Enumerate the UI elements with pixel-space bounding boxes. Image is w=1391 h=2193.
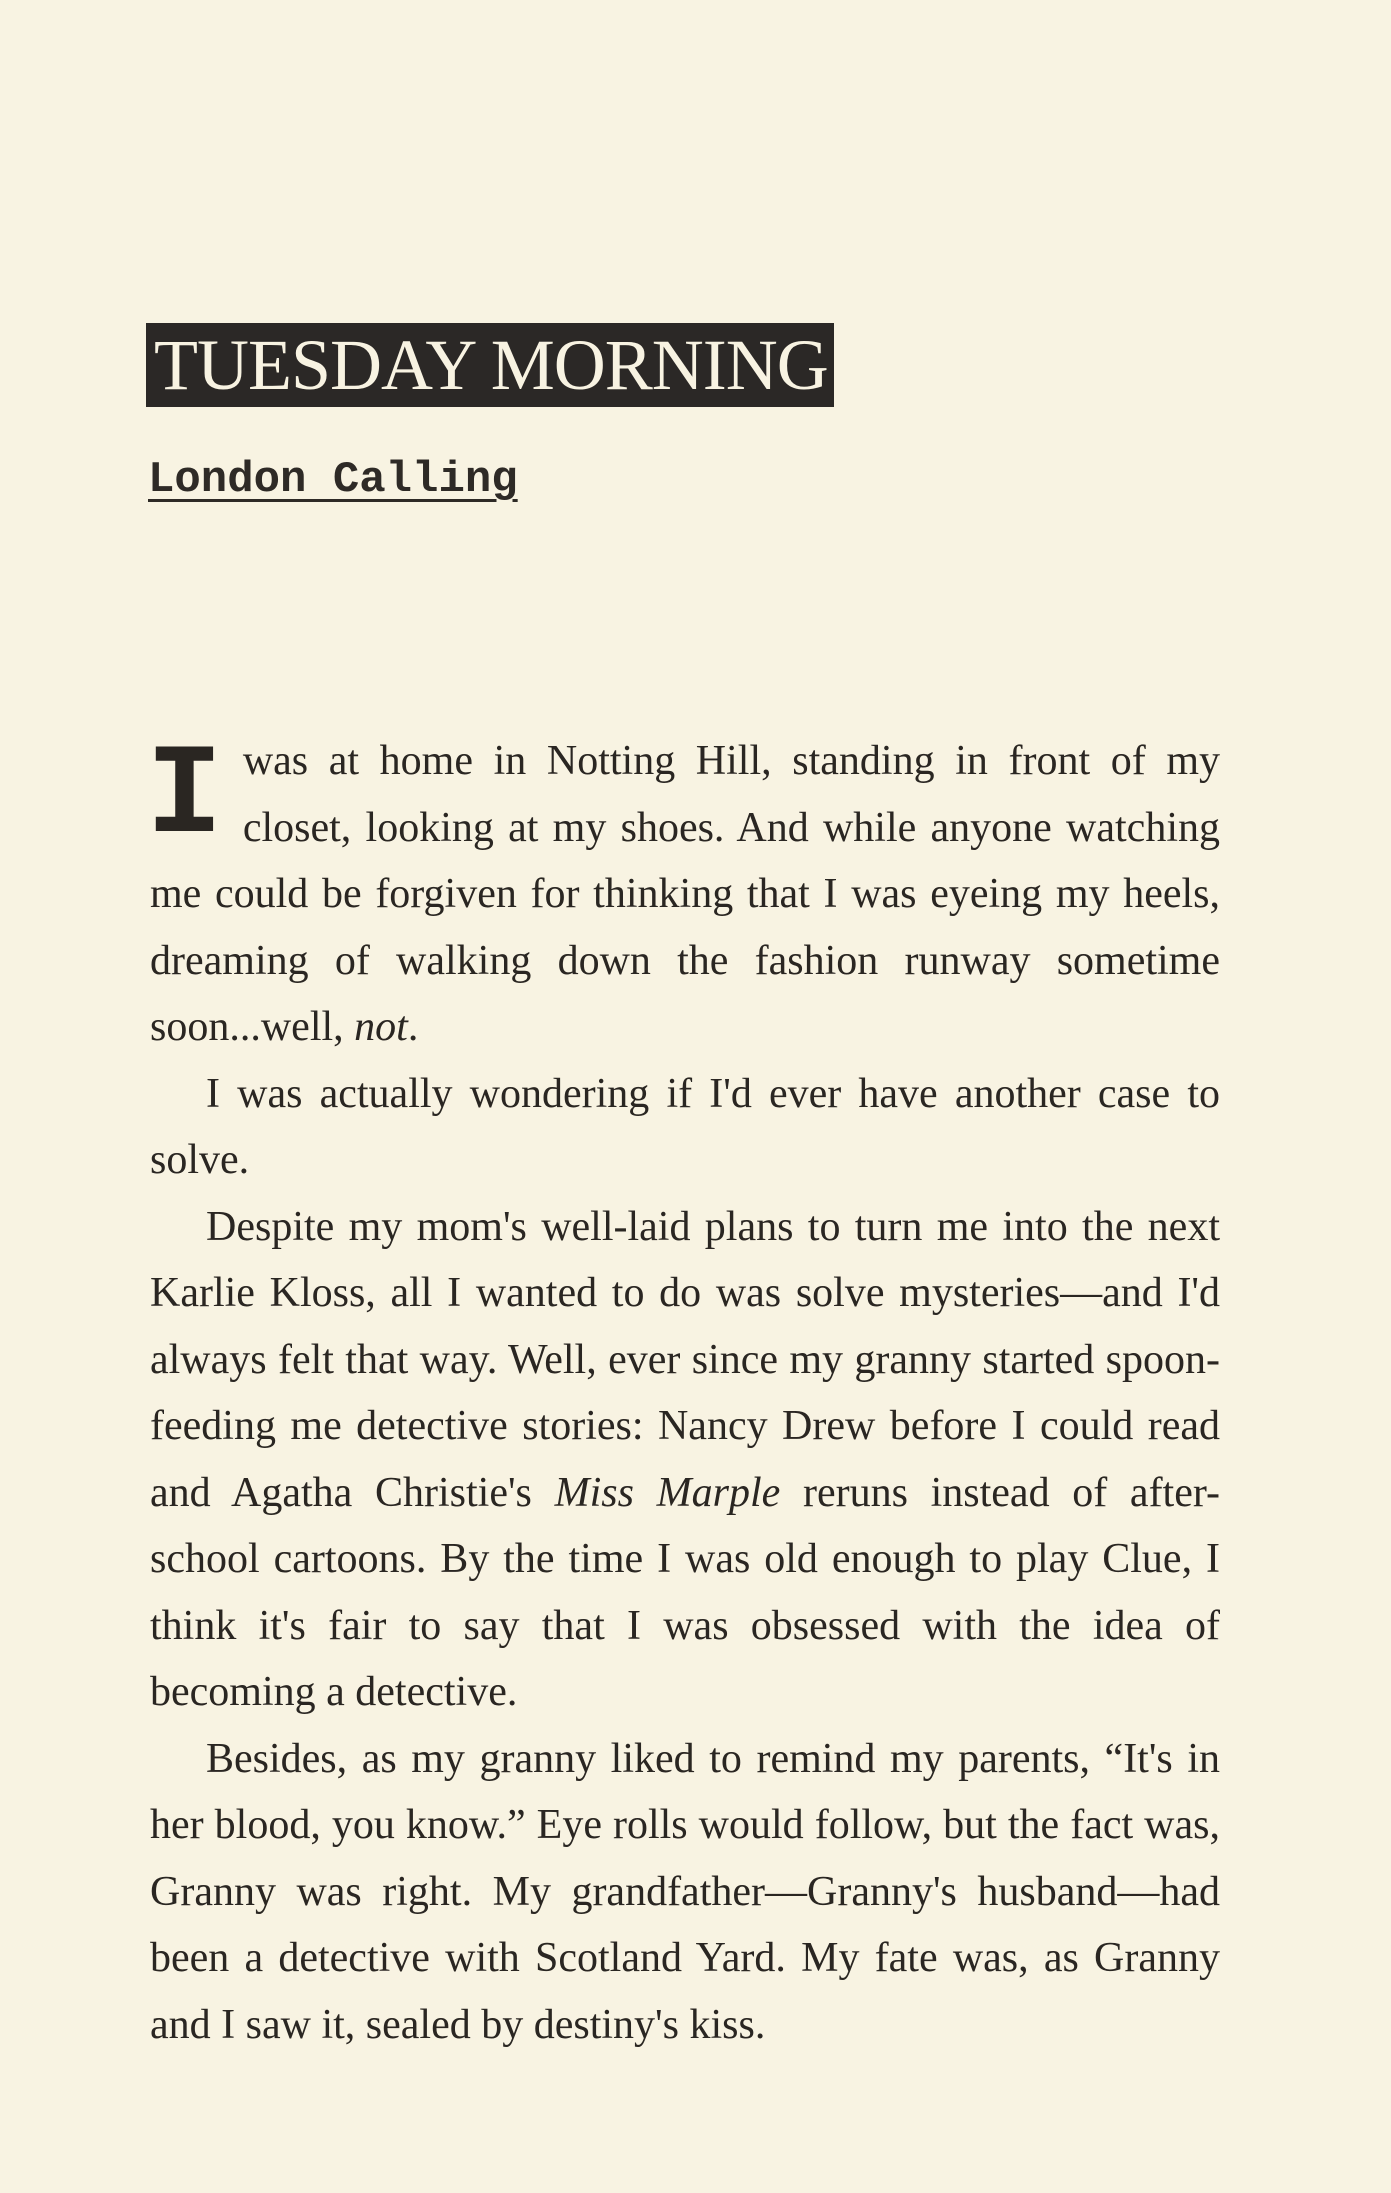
paragraph-1-emphasis: not xyxy=(354,1004,408,1050)
chapter-title: TUESDAY MORNING xyxy=(146,323,834,407)
paragraph-3 xyxy=(150,1194,1220,1726)
paragraph-3-emphasis: Miss Marple xyxy=(554,1469,781,1516)
paragraph-1 xyxy=(146,725,1220,1061)
paragraph-3-end: reruns instead of after-school cartoons. By the time I was old enough to play Clue, I think it's fair to say that I was obsessed with the idea of becoming a detective. xyxy=(150,1469,1220,1715)
paragraph-1-text: was at home in Notting Hill, standing in front of my closet, looking at my shoes. And while anyone watching me could be forgiven for thinking that I was eyeing my heels, dreaming of walking down the fashion runway sometime soon...well, xyxy=(150,738,1220,1050)
chapter-body xyxy=(146,725,1220,2058)
paragraph-2: I was actually wondering if I'd ever have another case to solve. xyxy=(150,1070,1220,1183)
paragraph-3-text: Despite my mom's well-laid plans to turn me into the next Karlie Kloss, all I wanted to do was solve mysteries—and I'd always felt that way. Well, ever since my granny started spoon-feeding me detective stories: Nancy Drew before I could read and Agatha Christie's xyxy=(150,1203,1220,1516)
drop-cap: I xyxy=(146,725,223,870)
paragraph-4: Besides, as my granny liked to remind my parents, “It's in her blood, you know.” Eye rolls would follow, but the fact was, Granny was right. My grandfather—Granny's husband—had been a detective with Scotland Yard. My fate was, as Granny and I saw it, sealed by destiny's kiss. xyxy=(150,1735,1220,2048)
chapter-subtitle: London Calling xyxy=(148,455,518,505)
paragraph-1-end: . xyxy=(407,1004,419,1050)
